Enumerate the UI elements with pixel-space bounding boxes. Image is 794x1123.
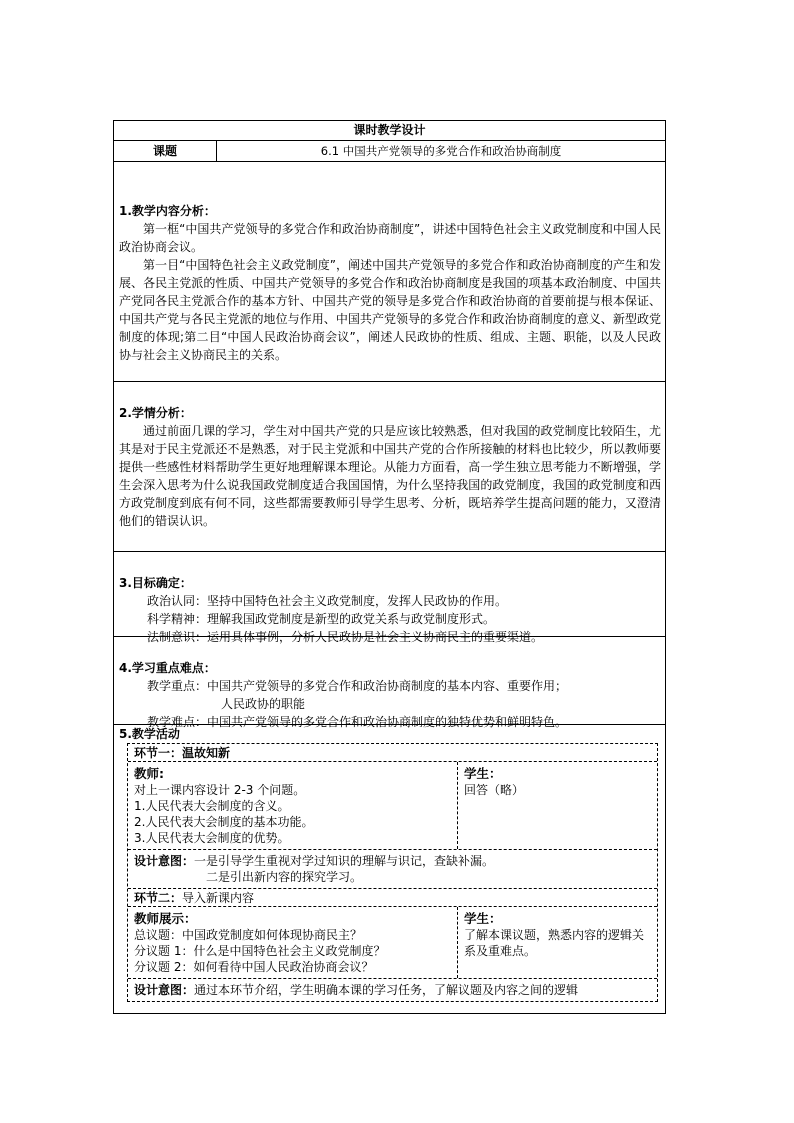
step2-student-cell (458, 907, 657, 978)
subject-row (114, 140, 665, 161)
step1-student-label: 学生： (464, 766, 502, 781)
table-title: 课时教学设计 (114, 120, 665, 140)
step2-intent-label: 设计意图： (134, 983, 195, 997)
learner-analysis-section (114, 381, 665, 551)
step2-teacher-line: 分议题 2：如何看待中国人民政治协商会议？ (134, 960, 374, 974)
step2-teacher-line: 分议题 1：什么是中国特色社会主义政党制度？ (134, 944, 386, 958)
content-analysis-heading: 1.教学内容分析： (119, 204, 216, 218)
step1-intent (128, 850, 657, 889)
content-analysis-section (114, 161, 665, 381)
step1-header (128, 744, 657, 762)
learner-analysis-paragraph: 通过前面几课的学习，学生对中国共产党的只是应该比较熟悉，但对我国的政党制度比较陌生，尤其是对于民主党派还不是熟悉，对于民主党派和中国共产党的合作所接触的材料也比较少，所以教师要提供一些感性材料帮助学生更好地理解课本理论。从能力方面看，高一学生独立思考能力不断增强，学生会深入思考为什么说我国政党制度适合我国国情，为什么坚持我国的政党制度，我国的政党制度和西方政党制度到底有何不同，这些都需要教师引导学生思考、分析，既培养学生提高问题的能力，又澄清他们的错误认识。 (119, 424, 661, 528)
step2-header (128, 889, 657, 907)
step2-teacher-cell (128, 907, 458, 978)
content-analysis-paragraph-1: 第一框“中国共产党领导的多党合作和政治协商制度”，讲述中国特色社会主义政党制度和中国人民政治协商会议。 (119, 222, 661, 254)
step2-student-text: 了解本课议题，熟悉内容的逻辑关系及重难点。 (464, 928, 645, 958)
step2-intent-line-1: 通过本环节介绍，学生明确本课的学习任务，了解议题及内容之间的逻辑 (194, 983, 579, 997)
step1-teacher-line: 1.人民代表大会制度的含义。 (134, 799, 290, 813)
objective-political: 政治认同：坚持中国特色社会主义政党制度，发挥人民政协的作用。 (147, 594, 508, 608)
step1-row (128, 762, 657, 850)
step2-teacher-label: 教师展示： (134, 911, 197, 926)
step1-student-text: 回答（略） (464, 783, 525, 797)
key-point-line-2: 人民政协的职能 (221, 697, 306, 711)
step1-teacher-line: 2.人民代表大会制度的基本功能。 (134, 815, 314, 829)
step1-intent-line-2: 二是引出新内容的探究学习。 (206, 870, 363, 884)
step1-teacher-line: 3.人民代表大会制度的优势。 (134, 831, 290, 845)
step1-intent-line-1: 一是引导学生重视对学过知识的理解与识记，查缺补漏。 (194, 854, 495, 868)
step2-student-label: 学生： (464, 911, 502, 926)
learner-analysis-heading: 2.学情分析： (119, 406, 192, 420)
objective-law: 法制意识：运用具体事例，分析人民政协是社会主义协商民主的重要渠道。 (147, 630, 544, 644)
objectives-section (114, 551, 665, 644)
step2-intent (128, 979, 657, 1001)
step1-student-cell (458, 762, 657, 849)
lesson-design-table (113, 120, 666, 1014)
subject-value: 6.1 中国共产党领导的多党合作和政治协商制度 (320, 144, 562, 158)
objective-science: 科学精神：理解我国政党制度是新型的政党关系与政党制度形式。 (147, 612, 496, 626)
step1-teacher-line: 对上一课内容设计 2-3 个问题。 (134, 783, 306, 797)
difficult-point: 教学难点：中国共产党领导的多党合作和政治协商制度的独特优势和鲜明特色。 (147, 715, 568, 729)
step1-teacher-cell (128, 762, 458, 849)
key-points-heading: 4.学习重点难点： (119, 661, 216, 675)
content-analysis-paragraph-2: 第一目“中国特色社会主义政党制度”，阐述中国共产党领导的多党合作和政治协商制度的产生和发展、各民主党派的性质、中国共产党领导的多党合作和政治协商制度是我国的项基本政治制度、中国共产党同各民主党派合作的基本方针、中国共产党的领导是多党合作和政治协商的首要前提与根本保证、中国共产党与各民主党派的地位与作用、中国共产党领导的多党合作和政治协商制度的意义、新型政党制度的体现;第二目“中国人民政治协商会议”，阐述人民政协的性质、组成、主题、职能，以及人民政协与社会主义协商民主的关系。 (119, 258, 661, 362)
activities-section (114, 724, 665, 1002)
step2-title-rest: 导入新课内容 (182, 891, 255, 905)
objectives-heading: 3.目标确定： (119, 576, 192, 590)
step2-row (128, 907, 657, 979)
activities-heading: 5.教学活动 (119, 727, 180, 741)
key-point-line-1: 教学重点：中国共产党领导的多党合作和政治协商制度的基本内容、重要作用； (147, 679, 568, 693)
subject-label: 课题 (114, 141, 217, 161)
step1-title: 环节一：温故知新 (134, 746, 231, 760)
key-points-section (114, 636, 665, 729)
step2-title-bold: 环节二： (134, 891, 183, 905)
step1-intent-label: 设计意图： (134, 854, 195, 868)
step1-teacher-label: 教师: (134, 766, 164, 781)
step2-teacher-line: 总议题：中国政党制度如何体现协商民主？ (134, 928, 363, 942)
activity-box (127, 743, 658, 1002)
